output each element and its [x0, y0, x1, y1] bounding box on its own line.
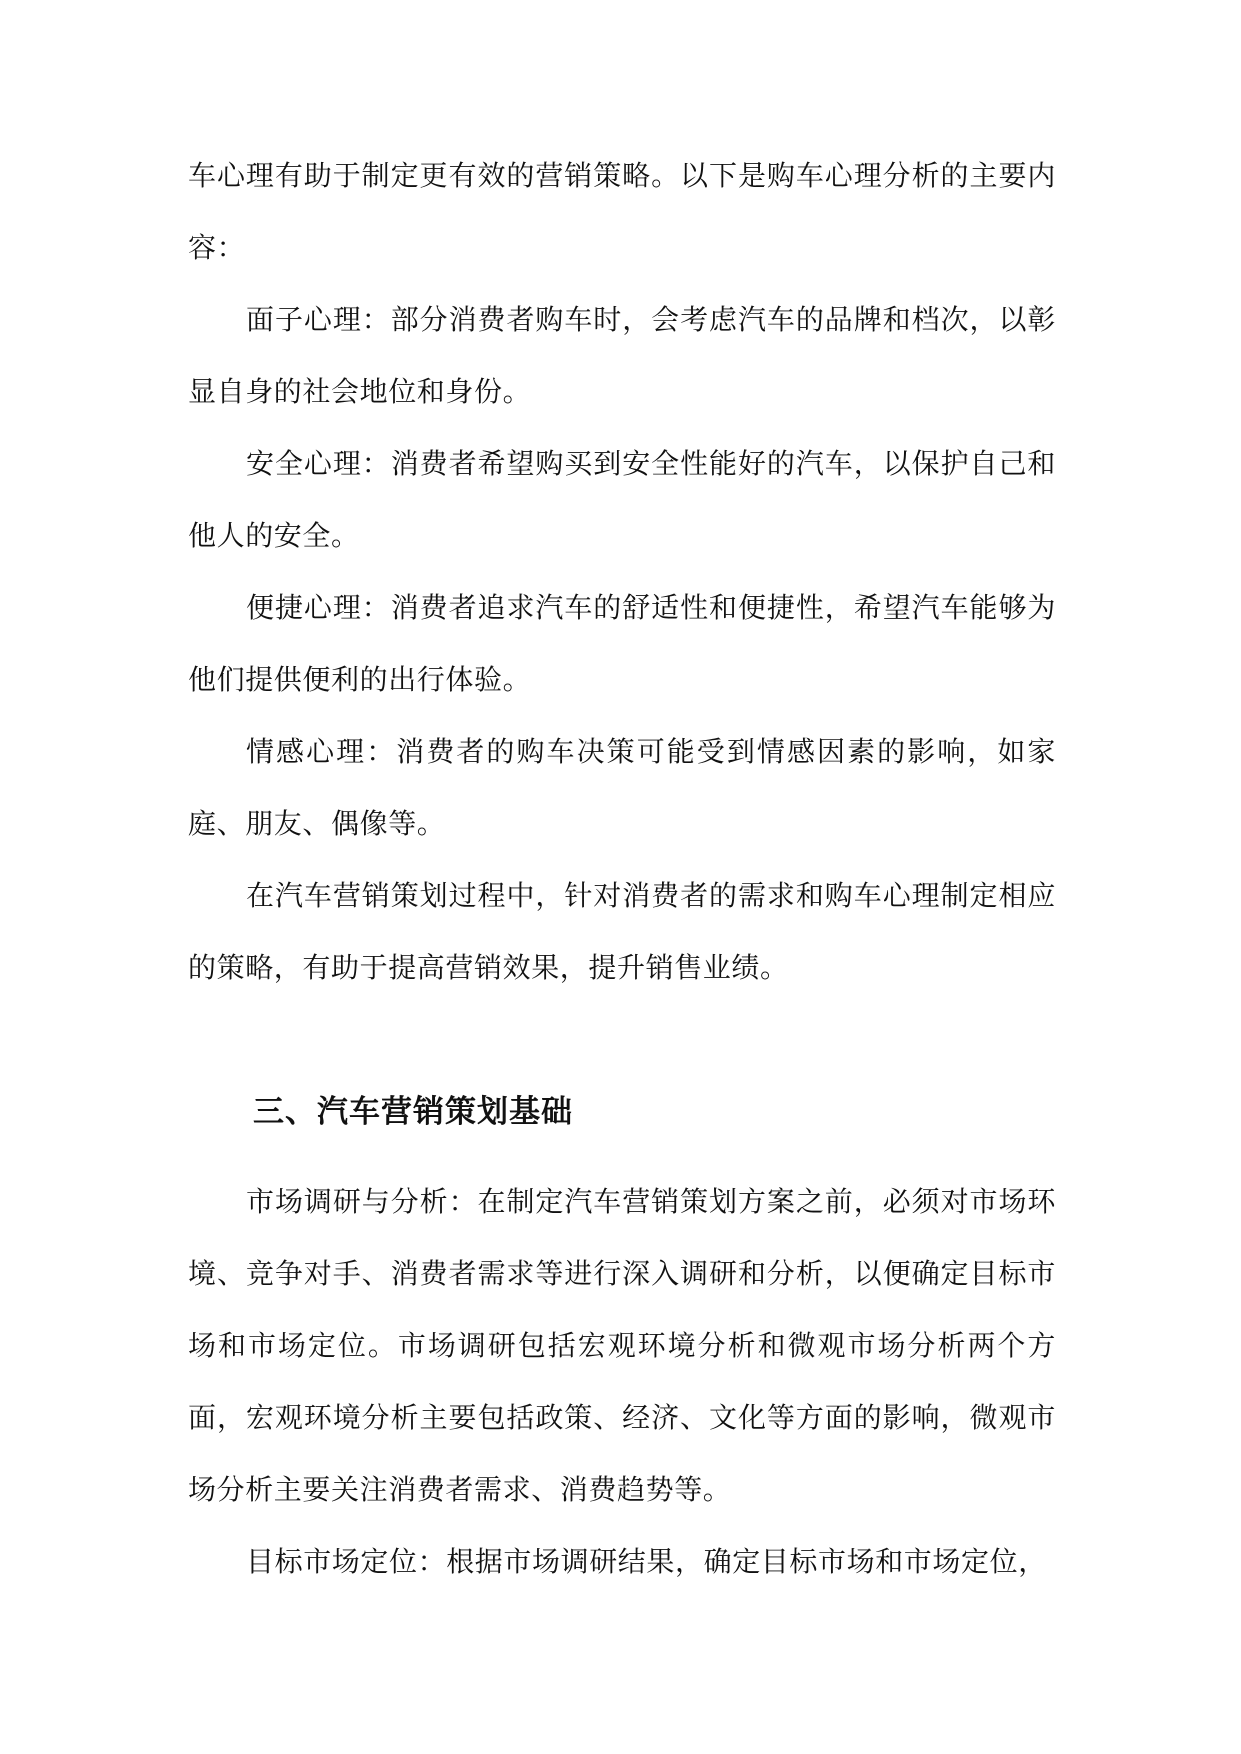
paragraph-face-psychology: 面子心理：部分消费者购车时，会考虑汽车的品牌和档次，以彰显自身的社会地位和身份。 — [188, 303, 1056, 408]
paragraph-purchase-psychology-intro: 车心理有助于制定更有效的营销策略。以下是购车心理分析的主要内容： — [188, 159, 1056, 264]
paragraph-safety-psychology: 安全心理：消费者希望购买到安全性能好的汽车，以保护自己和他人的安全。 — [188, 447, 1056, 552]
paragraph-market-research: 市场调研与分析：在制定汽车营销策划方案之前，必须对市场环境、竞争对手、消费者需求等进行深入调研和分析，以便确定目标市场和市场定位。市场调研包括宏观环境分析和微观市场分析两个方面，宏观环境分析主要包括政策、经济、文化等方面的影响，微观市场分析主要关注消费者需求、消费趋势等。 — [188, 1185, 1056, 1506]
paragraph-emotional-psychology: 情感心理：消费者的购车决策可能受到情感因素的影响，如家庭、朋友、偶像等。 — [188, 735, 1056, 840]
section-heading: 三、汽车营销策划基础 — [253, 1094, 573, 1130]
paragraph-target-market: 目标市场定位：根据市场调研结果，确定目标市场和市场定位， — [246, 1545, 1047, 1578]
paragraph-convenience-psychology: 便捷心理：消费者追求汽车的舒适性和便捷性，希望汽车能够为他们提供便利的出行体验。 — [188, 591, 1056, 696]
paragraph-strategy-summary: 在汽车营销策划过程中，针对消费者的需求和购车心理制定相应的策略，有助于提高营销效果，提升销售业绩。 — [188, 879, 1056, 984]
